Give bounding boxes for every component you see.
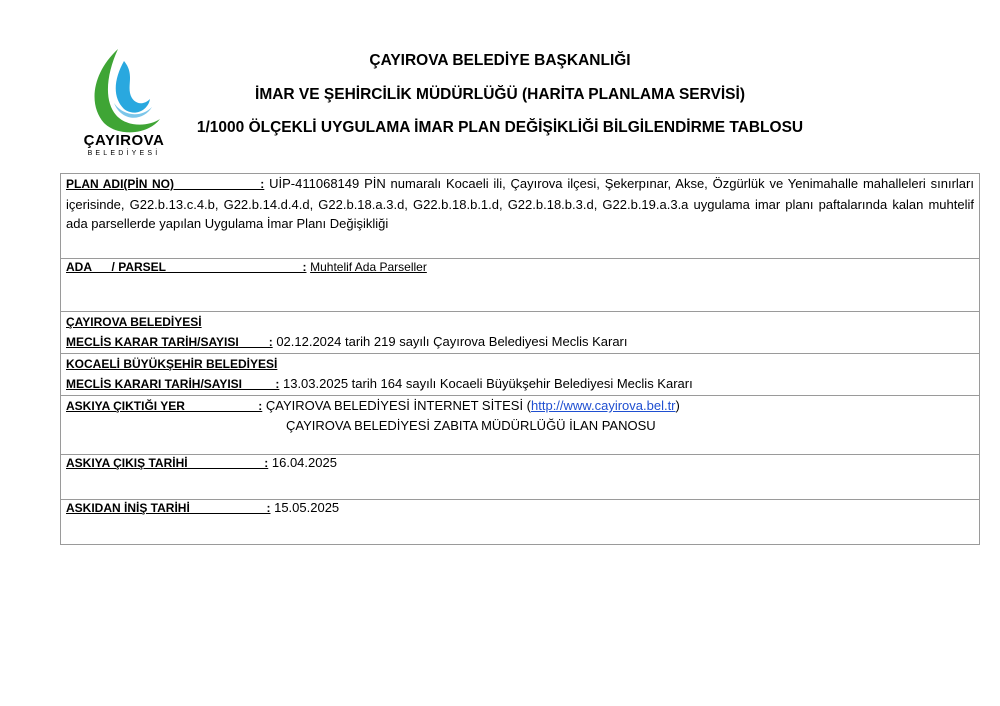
municipal-council-value: 02.12.2024 tarih 219 sayılı Çayırova Belediyesi Meclis Kararı [276, 334, 628, 349]
posted-at-value-prefix: ÇAYIROVA BELEDİYESİ İNTERNET SİTESİ ( [265, 398, 532, 413]
removal-date-label: ASKIDAN İNİŞ TARİHİ : [66, 501, 271, 515]
parcel-cell [61, 259, 980, 312]
website-link[interactable]: http://www.cayirova.bel.tr [531, 398, 676, 413]
posting-date-value: 16.04.2025 [271, 455, 337, 470]
title-municipality: ÇAYIROVA BELEDİYE BAŞKANLIĞI [369, 52, 631, 69]
municipal-council-label-2: MECLİS KARAR TARİH/SAYISI : [66, 335, 273, 349]
title-department: İMAR VE ŞEHİRCİLİK MÜDÜRLÜĞÜ (HARİTA PLANLAMA SERVİSİ) [255, 86, 745, 103]
posted-at-cell [61, 396, 980, 455]
removal-date-value: 15.05.2025 [274, 500, 340, 515]
row-metropolitan-council [61, 354, 980, 396]
row-municipal-council [61, 312, 980, 354]
posted-at-value-2: ÇAYIROVA BELEDİYESİ ZABITA MÜDÜRLÜĞÜ İLAN PANOSU [286, 418, 656, 433]
row-posted-at [61, 396, 980, 455]
logo-subtitle: BELEDİYESİ [87, 150, 161, 157]
plan-value: UİP-411068149 PİN numaralı Kocaeli ili, Çayırova ilçesi, Şekerpınar, Akse, Özgürlük ve Yenimahalle mahalleleri sınırları içerisinde, G22.b.13.c.4.b, G22.b.14.d.4.d, G22.b.18.a.3.d, G22.b.18.b.1.d, G22.b.18.b.3.d, G22.b.19.a.3.a uygulama imar planı paftalarında kalan muhtelif ada parsellerde yapılan Uygulama İmar Planı Değişikliği [66, 176, 974, 231]
metropolitan-council-label-2: MECLİS KARARI TARİH/SAYISI : [66, 377, 280, 391]
title-table-name: 1/1000 ÖLÇEKLİ UYGULAMA İMAR PLAN DEĞİŞİKLİĞİ BİLGİLENDİRME TABLOSU [196, 119, 804, 136]
posted-at-label: ASKIYA ÇIKTIĞI YER : [66, 399, 263, 413]
row-posting-date [61, 455, 980, 500]
metropolitan-council-value: 13.03.2025 tarih 164 sayılı Kocaeli Büyükşehir Belediyesi Meclis Kararı [282, 376, 693, 391]
metropolitan-council-cell [61, 354, 980, 396]
parcel-value: Muhtelif Ada Parseller [310, 260, 427, 274]
metropolitan-council-label-1: KOCAELİ BÜYÜKŞEHİR BELEDİYESİ [66, 357, 278, 371]
plan-label: PLAN ADI(PİN NO) : [66, 177, 265, 191]
info-table [60, 173, 980, 545]
posting-date-label: ASKIYA ÇIKIŞ TARİHİ : [66, 456, 269, 470]
removal-date-cell [61, 500, 980, 545]
row-parcel [61, 259, 980, 312]
municipal-council-cell [61, 312, 980, 354]
plan-cell [61, 174, 980, 259]
row-removal-date [61, 500, 980, 545]
logo-name: ÇAYIROVA [83, 132, 165, 149]
posting-date-cell [61, 455, 980, 500]
posted-at-value-suffix: ) [675, 398, 680, 413]
municipal-council-label-1: ÇAYIROVA BELEDİYESİ [66, 315, 202, 329]
row-plan [61, 174, 980, 259]
parcel-label: ADA / PARSEL : [66, 260, 307, 274]
